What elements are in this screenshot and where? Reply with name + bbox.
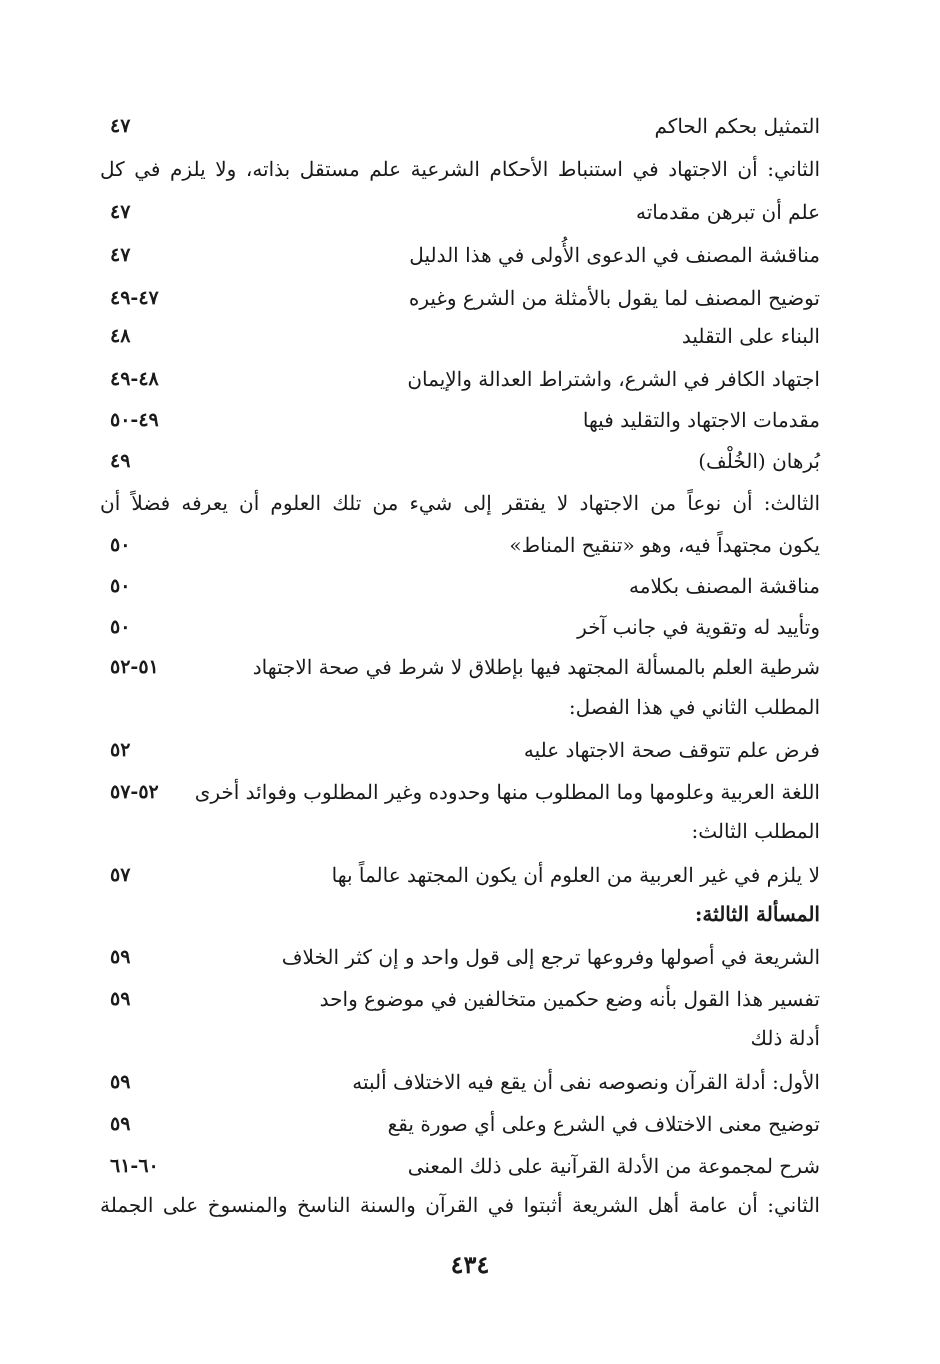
index-entry <box>100 1018 820 1058</box>
entry-text: بُرهان (الخُلْف) <box>698 449 820 473</box>
entry-page: ٤٨-٤٩ <box>110 368 159 390</box>
entry-text: المطلب الثالث: <box>691 819 820 843</box>
index-entry <box>100 811 820 851</box>
index-entry <box>100 400 820 440</box>
entry-page: ٤٨ <box>110 325 131 347</box>
entry-text: وتأييد له وتقوية في جانب آخر <box>577 615 820 639</box>
entry-page: ٥٩ <box>110 1071 131 1093</box>
entry-text: مناقشة المصنف بكلامه <box>629 574 820 598</box>
entry-page: ٥٧ <box>110 864 131 886</box>
section-heading: المسألة الثالثة: <box>695 902 820 926</box>
index-entry <box>100 235 820 275</box>
entry-text: الشريعة في أصولها وفروعها ترجع إلى قول واحد و إن كثر الخلاف <box>281 945 820 969</box>
index-entry <box>100 525 820 565</box>
index-entry <box>100 687 820 727</box>
entry-text: توضيح المصنف لما يقول بالأمثلة من الشرع وغيره <box>408 286 820 310</box>
entry-text: الثالث: أن نوعاً من الاجتهاد لا يفتقر إلى شيء من تلك العلوم أن يعرفه فضلاً أن <box>100 491 820 515</box>
entry-text: فرض علم تتوقف صحة الاجتهاد عليه <box>523 738 820 762</box>
entry-page: ٥٠ <box>110 534 131 556</box>
index-entry <box>100 772 820 812</box>
index-entry <box>100 316 820 356</box>
entry-text: شرح لمجموعة من الأدلة القرآنية على ذلك المعنى <box>407 1154 820 1178</box>
index-entry <box>100 1062 820 1102</box>
entry-page: ٤٩-٥٠ <box>110 409 159 431</box>
entry-page: ٥٠ <box>110 616 131 638</box>
page-number: ٤٣٤ <box>450 1250 490 1279</box>
index-entry <box>100 730 820 770</box>
entry-page: ٤٧ <box>110 244 131 266</box>
entry-text: يكون مجتهداً فيه، وهو «تنقيح المناط» <box>509 533 820 557</box>
entry-page: ٤٩ <box>110 450 131 472</box>
entry-text: المطلب الثاني في هذا الفصل: <box>568 695 820 719</box>
index-entry <box>100 1146 820 1186</box>
index-entry <box>100 855 820 895</box>
entry-page: ٤٧-٤٩ <box>110 287 159 309</box>
entry-text: لا يلزم في غير العربية من العلوم أن يكون المجتهد عالماً بها <box>331 863 820 887</box>
index-entry <box>100 979 820 1019</box>
entry-page: ٥٢-٥٧ <box>110 781 159 803</box>
entry-text: مقدمات الاجتهاد والتقليد فيها <box>582 408 820 432</box>
index-entry <box>100 441 820 481</box>
index-entry <box>100 278 820 318</box>
index-entry <box>100 607 820 647</box>
index-entry <box>100 937 820 977</box>
entry-page: ٥٢ <box>110 739 131 761</box>
entry-text: الثاني: أن الاجتهاد في استنباط الأحكام الشرعية علم مستقل بذاته، ولا يلزم في كل <box>100 157 820 181</box>
entry-page: ٥٩ <box>110 988 131 1010</box>
entry-page: ٤٧ <box>110 115 131 137</box>
index-entry <box>100 359 820 399</box>
entry-text: توضيح معنى الاختلاف في الشرع وعلى أي صورة يقع <box>387 1112 820 1136</box>
entry-text: البناء على التقليد <box>681 324 820 348</box>
entry-text: مناقشة المصنف في الدعوى الأُولى في هذا الدليل <box>409 243 820 267</box>
entry-text: اللغة العربية وعلومها وما المطلوب منها وحدوده وغير المطلوب وفوائد أخرى <box>194 780 820 804</box>
entry-text: تفسير هذا القول بأنه وضع حكمين متخالفين في موضوع واحد <box>319 987 820 1011</box>
index-entry <box>100 894 820 934</box>
entry-page: ٦٠-٦١ <box>110 1155 159 1177</box>
entry-text: شرطية العلم بالمسألة المجتهد فيها بإطلاق لا شرط في صحة الاجتهاد <box>252 655 820 679</box>
entry-text: اجتهاد الكافر في الشرع، واشتراط العدالة والإيمان <box>407 367 820 391</box>
entry-text: الأول: أدلة القرآن ونصوصه نفى أن يقع فيه الاختلاف ألبته <box>352 1070 820 1094</box>
entry-page: ٥٠ <box>110 575 131 597</box>
index-entry <box>100 149 820 189</box>
entry-text: أدلة ذلك <box>750 1026 820 1050</box>
entry-page: ٥١-٥٢ <box>110 656 159 678</box>
entry-page: ٤٧ <box>110 201 131 223</box>
index-entry <box>100 647 820 687</box>
entry-page: ٥٩ <box>110 946 131 968</box>
index-entry <box>100 1104 820 1144</box>
index-entry <box>100 566 820 606</box>
entry-page: ٥٩ <box>110 1113 131 1135</box>
entry-text: علم أن تبرهن مقدماته <box>635 200 820 224</box>
index-entry <box>100 106 820 146</box>
index-entry <box>100 483 820 523</box>
entry-text: الثاني: أن عامة أهل الشريعة أثبتوا في القرآن والسنة الناسخ والمنسوخ على الجملة <box>100 1193 820 1217</box>
index-entry <box>100 192 820 232</box>
index-entry <box>100 1185 820 1225</box>
entry-text: التمثيل بحكم الحاكم <box>654 114 820 138</box>
